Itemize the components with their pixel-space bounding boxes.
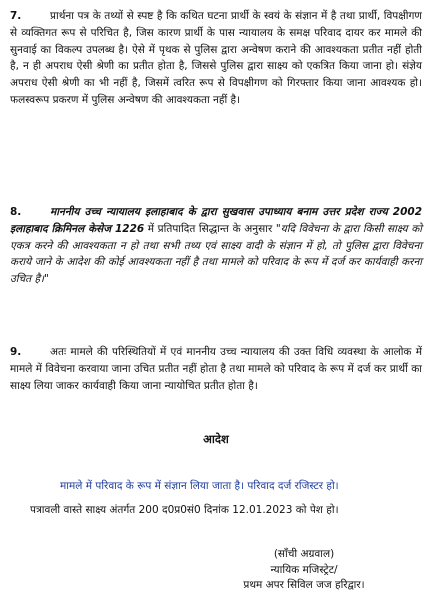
paragraph-9 — [10, 344, 422, 394]
case-quote: "यदि विवेचना के द्वारा किसी साक्ष्य को एकत्र करने की आवश्यकता न हो तथा सभी तथ्य एवं साक्ष्य वादी के संज्ञान में हो, तो पुलिस द्वारा विवेचना कराये जाने के आदेश की कोई आवश्यकता नहीं है तथा मामले को परिवाद के रूप में दर्ज कर कार्यवाही करना उचित है।" — [10, 222, 422, 286]
signatory-court: प्रथम अपर सिविल जज हरिद्वार। — [243, 579, 365, 591]
paragraph-text: प्रार्थना पत्र के तथ्यों से स्पष्ट है कि कथित घटना प्रार्थी के स्वयं के संज्ञान में है तथा प्रार्थी, विपक्षीगण से व्यक्तिगत रूप से परिचित है, जिस कारण प्रार्थी के पास न्यायालय के समक्ष परिवाद दायर कर मामले की सुनवाई का विकल्प उपलब्ध है। ऐसे में पृथक से पुलिस द्वारा अन्वेषण कराने की आवश्यकता प्रतीत नहीं होती है, न ही अपराध ऐसी श्रेणी का प्रतीत होता है, जिससे पुलिस द्वारा साक्ष्य को एकत्रित किया जाना हो। संज्ञेय अपराध ऐसी श्रेणी का भी नहीं है, जिसमें त्वरित रूप से विपक्षीगण को गिरफ्तार किया जाना आवश्यक हो। फलस्वरूप प्रकरण में पुलिस अन्वेषण की आवश्यकता नहीं है। — [10, 10, 422, 106]
citation-follow-text: में प्रतिपादित सिद्धान्त के अनुसार — [147, 222, 273, 235]
next-date-line: पत्रावली वास्ते साक्ष्य अंतर्गत 200 द0प्र0सं0 दिनांक 12.01.2023 को पेश हो। — [30, 504, 339, 516]
paragraph-number: 7. — [10, 10, 22, 22]
order-line: मामले में परिवाद के रूप में संज्ञान लिया जाता है। परिवाद दर्ज रजिस्टर हो। — [60, 480, 339, 492]
paragraph-7 — [10, 8, 422, 109]
case-citation: माननीय उच्च न्यायालय इलाहाबाद के द्वारा सुखवास उपाध्याय बनाम उत्तर प्रदेश राज्य 2002 इलाहाबाद क्रिमिनल केसेज 1226 — [10, 206, 422, 235]
paragraph-number: 9. — [10, 346, 22, 358]
paragraph-8 — [10, 204, 422, 288]
paragraph-text: अतः मामले की परिस्थितियों में एवं माननीय उच्च न्यायालय की उक्त विधि व्यवस्था के आलोक में मामले में विवेचना करवाया जाना उचित प्रतीत नहीं होता है तथा मामले को परिवाद के रूप में दर्ज कर प्रार्थी का साक्ष्य लिया जाकर कार्यवाही किया जाना न्यायोचित प्रतीत होता है। — [10, 346, 422, 392]
signature-block — [194, 547, 414, 594]
order-heading: आदेश — [203, 432, 229, 446]
paragraph-number: 8. — [10, 206, 22, 218]
signatory-designation: न्यायिक मजिस्ट्रेट/ — [270, 563, 338, 576]
signatory-name: (साँची अग्रवाल) — [273, 548, 335, 560]
